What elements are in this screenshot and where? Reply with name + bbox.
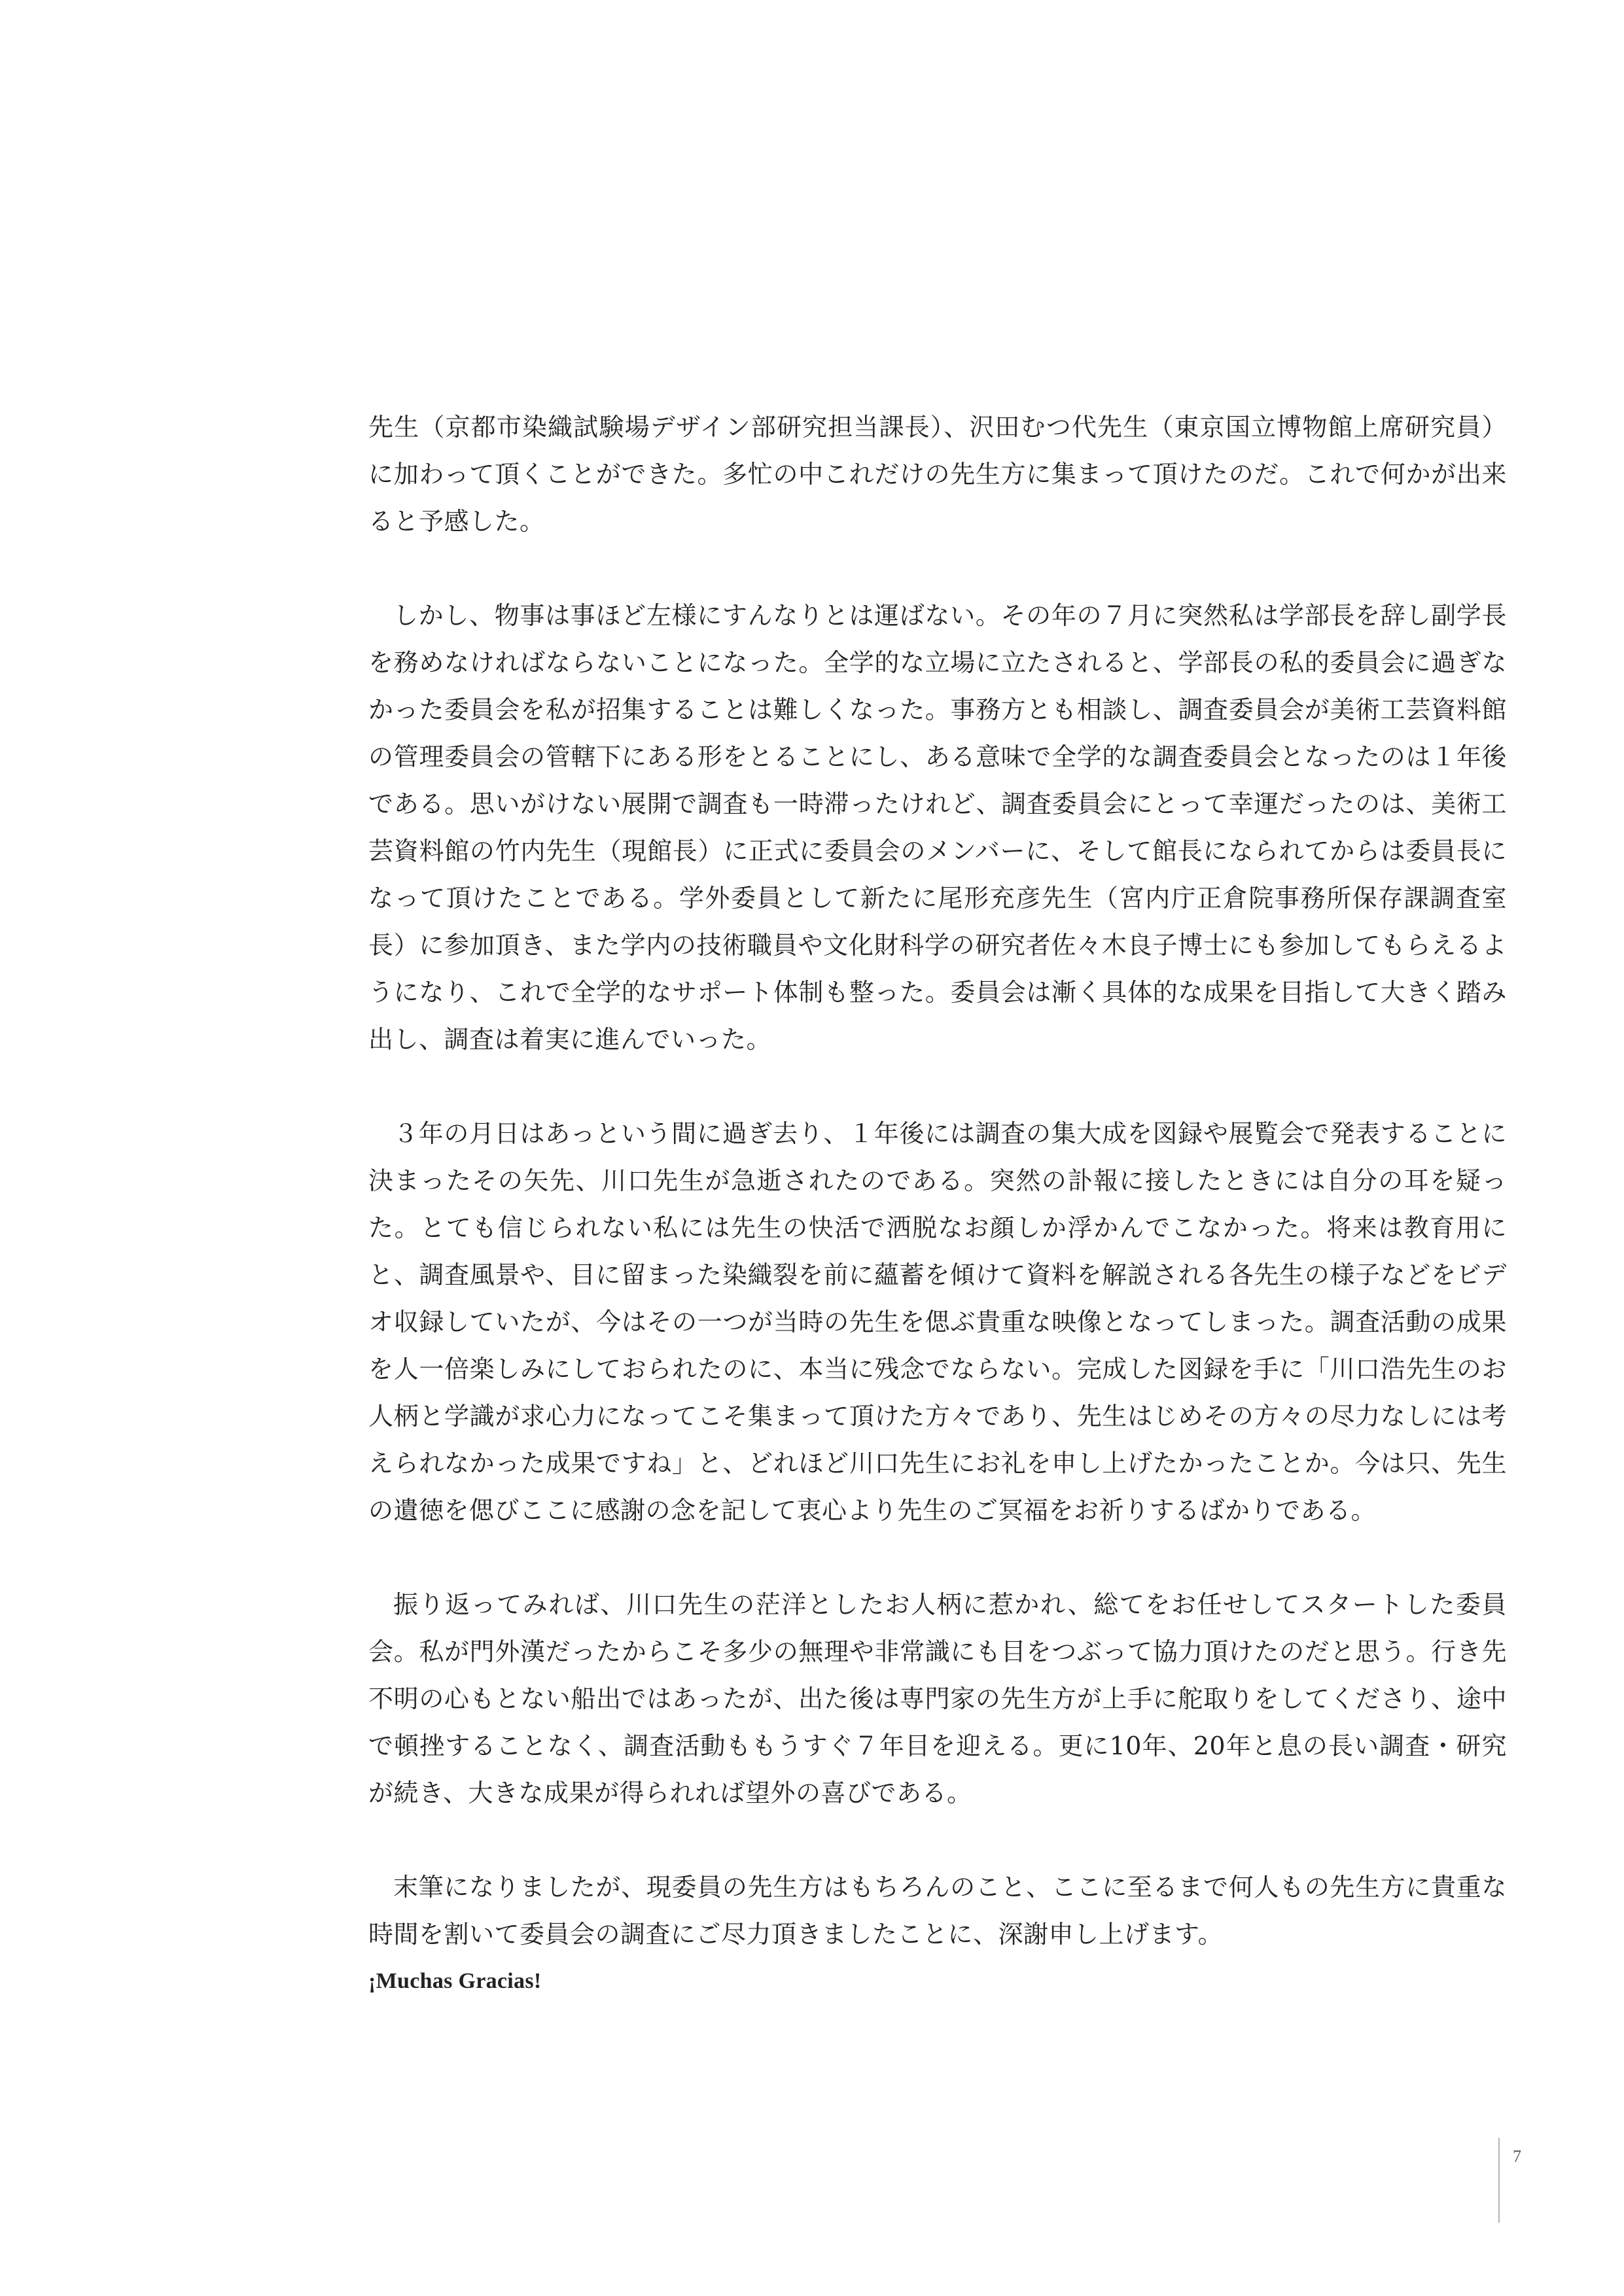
- article-body: [368, 404, 1507, 2005]
- paragraph-gap: [368, 1817, 1507, 1864]
- paragraph-gap: [368, 1063, 1507, 1110]
- paragraph-4: 振り返ってみれば、川口先生の茫洋としたお人柄に惹かれ、総てをお任せしてスタートした委員会。私が門外漢だったからこそ多少の無理や非常識にも目をつぶって協力頂けたのだと思う。行き先不明の心もとない船出ではあったが、出た後は専門家の先生方が上手に舵取りをしてくださり、途中で頓挫することなく、調査活動ももうすぐ７年目を迎える。更に10年、20年と息の長い調査・研究が続き、大きな成果が得られれば望外の喜びである。: [368, 1590, 1507, 1807]
- paragraph-5: 末筆になりましたが、現委員の先生方はもちろんのこと、ここに至るまで何人もの先生方に貴重な時間を割いて委員会の調査にご尽力頂きましたことに、深謝申し上げます。: [368, 1873, 1507, 1949]
- page-number-divider: [1498, 2138, 1500, 2223]
- paragraph-1: 先生（京都市染織試験場デザイン部研究担当課長）、沢田むつ代先生（東京国立博物館上席研究員）に加わって頂くことができた。多忙の中これだけの先生方に集まって頂けたのだ。これで何かが出来ると予感した。: [368, 413, 1507, 536]
- paragraph-3: ３年の月日はあっという間に過ぎ去り、１年後には調査の集大成を図録や展覧会で発表することに決まったその矢先、川口先生が急逝されたのである。突然の訃報に接したときには自分の耳を疑った。とても信じられない私には先生の快活で洒脱なお顔しか浮かんでこなかった。将来は教育用にと、調査風景や、目に留まった染織裂を前に蘊蓄を傾けて資料を解説される各先生の様子などをビデオ収録していたが、今はその一つが当時の先生を偲ぶ貴重な映像となってしまった。調査活動の成果を人一倍楽しみにしておられたのに、本当に残念でならない。完成した図録を手に「川口浩先生のお人柄と学識が求心力になってこそ集まって頂けた方々であり、先生はじめその方々の尽力なしには考えられなかった成果ですね」と、どれほど川口先生にお礼を申し上げたかったことか。今は只、先生の遺徳を偲びここに感謝の念を記して衷心より先生のご冥福をお祈りするばかりである。: [368, 1119, 1507, 1525]
- paragraph-gap: [368, 1534, 1507, 1581]
- paragraph-2: しかし、物事は事ほど左様にすんなりとは運ばない。その年の７月に突然私は学部長を辞し副学長を務めなければならないことになった。全学的な立場に立たされると、学部長の私的委員会に過ぎなかった委員会を私が招集することは難しくなった。事務方とも相談し、調査委員会が美術工芸資料館の管理委員会の管轄下にある形をとることにし、ある意味で全学的な調査委員会となったのは１年後である。思いがけない展開で調査も一時滞ったけれど、調査委員会にとって幸運だったのは、美術工芸資料館の竹内先生（現館長）に正式に委員会のメンバーに、そして館長になられてからは委員長になって頂けたことである。学外委員として新たに尾形充彦先生（宮内庁正倉院事務所保存課調査室長）に参加頂き、また学内の技術職員や文化財科学の研究者佐々木良子博士にも参加してもらえるようになり、これで全学的なサポート体制も整った。委員会は漸く具体的な成果を目指して大きく踏み出し、調査は着実に進んでいった。: [368, 601, 1507, 1054]
- paragraph-gap: [368, 545, 1507, 592]
- closing-greeting: ¡Muchas Gracias!: [368, 1969, 542, 1993]
- page-number: 7: [1513, 2147, 1521, 2166]
